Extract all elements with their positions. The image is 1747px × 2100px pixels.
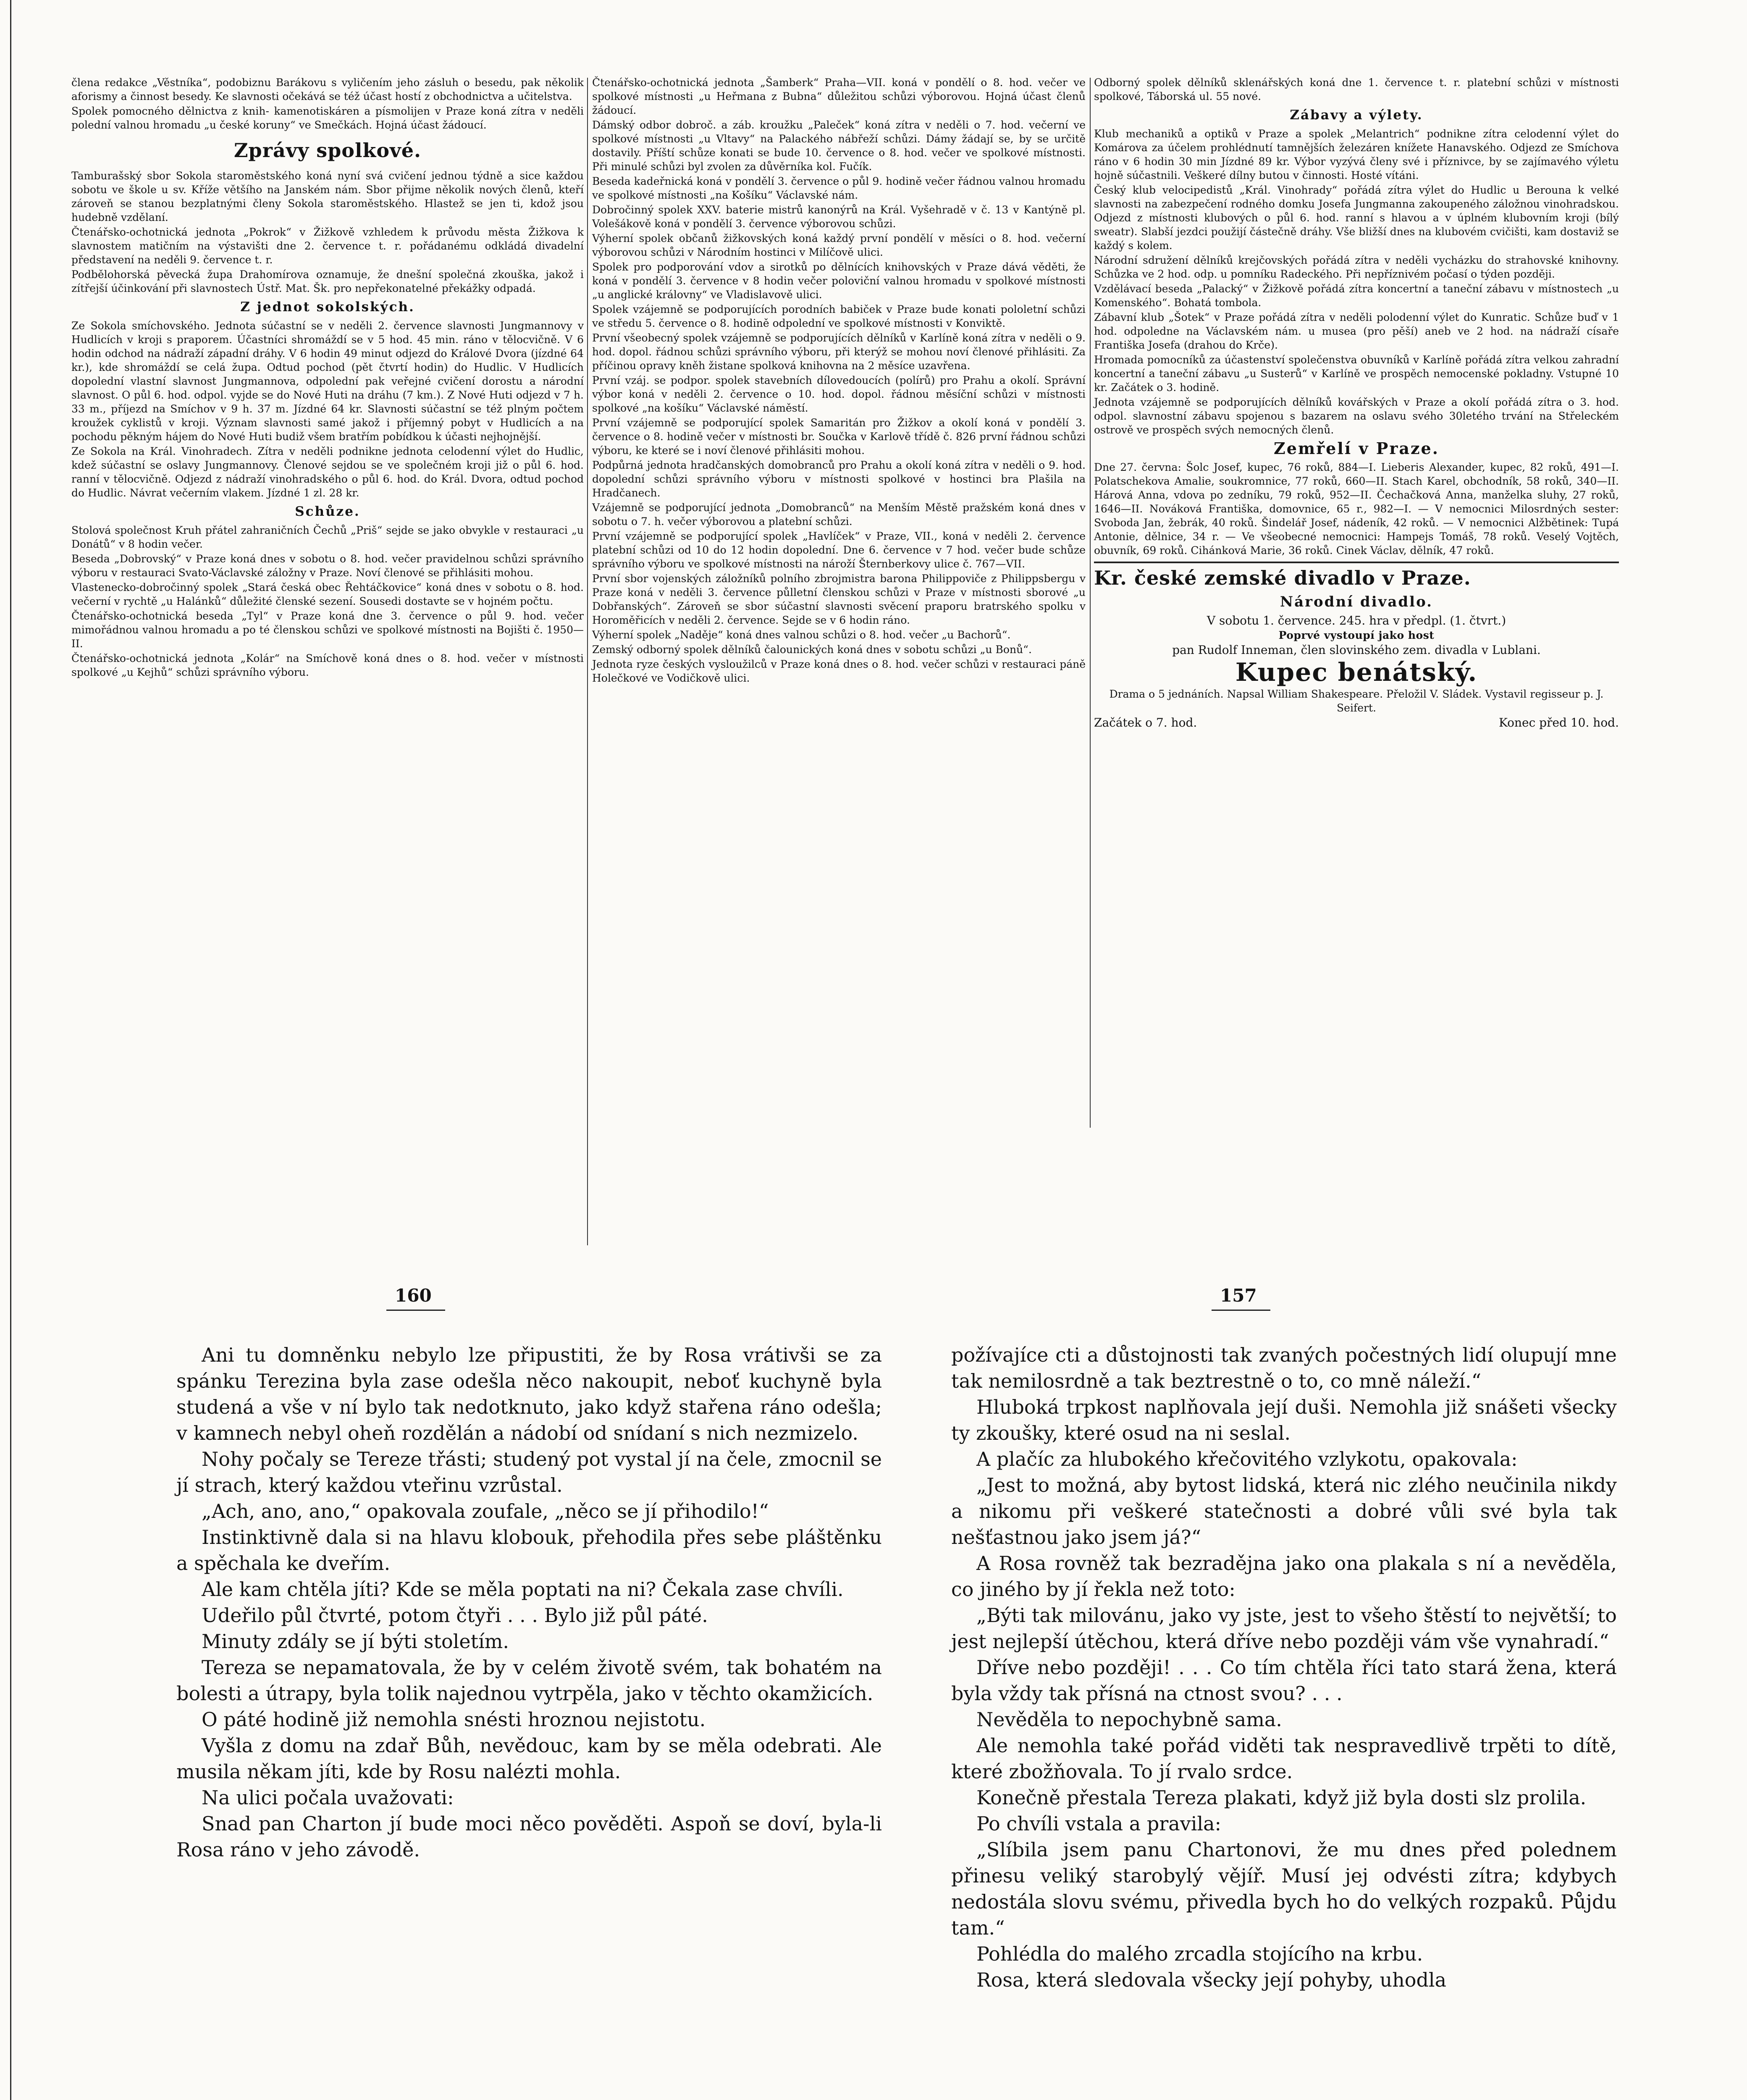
theatre-subheading: Národní divadlo. <box>1280 593 1433 610</box>
page-edge-line <box>10 0 11 2100</box>
story-paragraph: Minuty zdály se jí býti stoletím. <box>202 1630 509 1653</box>
story-paragraph: O páté hodině již nemohla snésti hroznou nejistotu. <box>202 1708 706 1731</box>
story-paragraph: Ale kam chtěla jíti? Kde se měla poptati na ni? Čekala zase chvíli. <box>202 1578 844 1601</box>
play-credits: Drama o 5 jednáních. Napsal William Shakespeare. Přeložil V. Sládek. Vystavil regisseur p. J. Seifert. <box>1109 688 1604 714</box>
story-paragraph: Nevěděla to nepochybně sama. <box>976 1708 1282 1731</box>
paragraph: Jednota vzájemně se podporujících dělníků kovářských v Praze a okolí pořádá zítra o 3. hod. odpol. slavnostní zábavu spojenou s bazarem na oslavu svého 30letého trvání na Střeleckém ostrově ve prospěch svých nemocných členů. <box>1094 396 1619 436</box>
guest-actor: pan Rudolf Inneman, člen slovinského zem. divadla v Lublani. <box>1172 643 1541 657</box>
story-paragraph: „Býti tak milovánu, jako vy jste, jest to všeho štěstí to největší; to jest nejlepší útěchou, která dříve nebo později vám vše vynahradí.“ <box>951 1604 1617 1653</box>
story-paragraph: Hluboká trpkost naplňovala její duši. Nemohla již snášeti všecky ty zkoušky, které osud na ni seslal. <box>951 1396 1617 1444</box>
divider <box>1094 562 1619 563</box>
page-number-rule <box>386 1310 445 1311</box>
paragraph: Beseda kadeřnická koná v pondělí 3. července o půl 9. hodině večer řádnou valnou hromadu ve spolkové místnosti „na Košíku“ Václavské nám. <box>592 175 1086 201</box>
paragraph: Český klub velocipedistů „Král. Vinohrady“ pořádá zítra výlet do Hudlic u Berouna k velké slavnosti na zabezpečení rodného domku Josefa Jungmanna zakoupeného záložnou vinohradskou. Odjezd z místnosti klubových o půl 6. hod. ranní s hlavou a v úplném klubovním kroji (bílý sweatr). Slabší jezdci použijí částečně dráhy. Vše bližší dnes na klubovém cvičišti, kam dostaviž se každý s kolem. <box>1094 184 1619 252</box>
paragraph: Ze Sokola smíchovského. Jednota súčastní se v neděli 2. července slavnosti Jungmannovy v Hudlicích v kroji s praporem. Účastníci shromáždí se v 5 hod. 45 min. ráno v tělocvičně. V 6 hodin odchod na nádraží západní dráhy. V 6 hodin 49 minut odjezd do Králové Dvora (jízdné 64 kr.), kde shromáždí se celá župa. Odtud pochod (pět čtvrtí hodin) do Hudlic. V Hudlicích dopolední vlastní slavnost Jungmannova, odpolední pak veřejné cvičení dorostu a národní slavnost. O půl 6. hod. odpol. vyjde se do Nové Huti na dráhu (7 km.). Z Nové Huti odjezd v 7 h. 33 m., příjezd na Smíchov v 9 h. 37 m. Jízdné 64 kr. Slavnosti súčastní se též plným počtem kroužek cyklistů v kroji. Význam slavnosti samé jakož i příjemný pobyt v Hudlicích a na pochodu pěkným hájem do Nové Huti budiž všem bratřím pobídkou k účasti nejhojnější. <box>71 320 584 443</box>
newspaper-column-2 <box>592 76 1086 686</box>
paragraph: Hromada pomocníků za účastenství společenstva obuvníků v Karlíně pořádá zítra velkou zahradní koncertní a taneční zábavu „u Susterů“ v Karlíně ve prospěch nemocenské pokladny. Vstupné 10 kr. Začátek o 3. hodině. <box>1094 354 1619 394</box>
paragraph: Čtenářsko-ochotnická jednota „Kolár“ na Smíchově koná dnes o 8. hod. večer v místnosti spolkové „u Kejhů“ schůzi správního výboru. <box>71 652 584 678</box>
story-paragraph: Na ulici počala uvažovati: <box>202 1786 454 1809</box>
novel-page-left <box>176 1342 882 1863</box>
story-paragraph: „Slíbila jsem panu Chartonovi, že mu dnes před polednem přinesu veliký starobylý vějíř. Musí jej odvésti zítra; kdybych nedostála slovu svému, přivedla bych ho do velkých rozpaků. Půjdu tam.“ <box>951 1838 1617 1939</box>
paragraph: Výherní spolek občanů žižkovských koná každý první pondělí v měsíci o 8. hod. večerní výborovou schůzi v Národním hostinci v Milíčově ulici. <box>592 232 1086 258</box>
paragraph: Dámský odbor dobroč. a záb. kroužku „Paleček“ koná zítra v neděli o 7. hod. večerní ve spolkové místnosti „u Vltavy“ na Palackého nábřeží schůzi. Dámy žádají se, by se určitě dostavily. Příští schůze konati se bude 10. července o 8. hod. večer ve spolkové místnosti. Při minulé schůzi byl zvolen za důvěrníka kol. Fučík. <box>592 119 1086 173</box>
paragraph: Klub mechaniků a optiků v Praze a spolek „Melantrich“ podnikne zítra celodenní výlet do Komárova za účelem prohlédnutí tamnějších železáren knížete Hanavského. Odjezd ze Smíchova ráno v 6 hodin 30 min Jízdné 89 kr. Výbor vyzývá členy své i příznivce, by se zajímavého výletu hojně súčastnili. Veškeré dílny butou v činnosti. Hosté vítáni. <box>1094 128 1619 181</box>
paragraph: První vzájemně se podporující spolek Samaritán pro Žižkov a okolí koná v pondělí 3. července o 8. hodině večer v místnosti br. Součka v Karlově třídě č. 826 první řádnou schůzi výboru, ke které se i noví členové přihlásiti mohou. <box>592 417 1086 457</box>
paragraph: Vzájemně se podporující jednota „Domobranců“ na Menším Městě pražském koná dnes v sobotu o 7. h. večer výborovou a platební schůzi. <box>592 501 1086 528</box>
paragraph: Zábavní klub „Šotek“ v Praze pořádá zítra v neděli polodenní výlet do Kunratic. Schůze buď v 1 hod. odpoledne na Václavském nám. u musea (pro pěší) aneb ve 2 hod. na nádraží císaře Františka Josefa (drahou do Krče). <box>1094 311 1619 351</box>
paragraph: Vzdělávací beseda „Palacký“ v Žižkově pořádá zítra koncertní a taneční zábavu v místnostech „u Komenského“. Bohatá tombola. <box>1094 283 1619 309</box>
page-number-right: 157 <box>1220 1285 1257 1306</box>
story-paragraph: Tereza se nepamatovala, že by v celém životě svém, tak bohatém na bolesti a útrapy, byla tolik najednou vytrpěla, jako v těchto okamžicích. <box>176 1656 882 1705</box>
paragraph: Čtenářsko-ochotnická jednota „Šamberk“ Praha—VII. koná v pondělí o 8. hod. večer ve spolkové místnosti „u Heřmana z Bubna“ důležitou schůzi výborovou. Hojná účast členů žádoucí. <box>592 76 1086 116</box>
paragraph: Spolek vzájemně se podporujících porodních babiček v Praze bude konati pololetní schůzi ve středu 5. července o 8. hodině odpolední ve spolkové místnosti v Konviktě. <box>592 303 1086 329</box>
debut-note: Poprvé vystoupí jako host <box>1278 629 1435 641</box>
story-paragraph: Po chvíli vstala a pravila: <box>976 1812 1222 1835</box>
story-paragraph: Ale nemohla také pořád viděti tak nespravedlivě trpěti to dítě, které zbožňovala. To jí rvalo srdce. <box>951 1734 1617 1783</box>
column-divider <box>1090 78 1091 1128</box>
paragraph: Ze Sokola na Král. Vinohradech. Zítra v neděli podnikne jednota celodenní výlet do Hudlic, kdež súčastní se oslavy Jungmannovy. Členové sejdou se ve společném kroji již o půl 6. hod. ranní v tělocvičně. Odjezd z nádraží vinohradského o půl 6. hod. do Král. Dvora, odtud pochod do Hudlic. Návrat večerním vlakem. Jízdné 1 zl. 28 kr. <box>71 445 584 499</box>
story-paragraph: A plačíc za hlubokého křečovitého vzlykotu, opakovala: <box>976 1448 1518 1470</box>
performance-date: V sobotu 1. července. 245. hra v předpl. (1. čtvrt.) <box>1207 614 1506 627</box>
paragraph: Výherní spolek „Naděje“ koná dnes valnou schůzi o 8. hod. večer „u Bachorů“. <box>592 629 1011 641</box>
paragraph: Stolová společnost Kruh přátel zahraničních Čechů „Priš“ sejde se jako obvykle v restauraci „u Donátů“ v 8 hodin večer. <box>71 524 584 550</box>
paragraph: Jednota ryze českých vysloužilců v Praze koná dnes o 8. hod. večer schůzi v restauraci páně Holečkové ve Vodičkově ulici. <box>592 658 1086 684</box>
novel-page-right <box>951 1342 1617 1993</box>
paragraph: Zemský odborný spolek dělníků čalounických koná dnes v sobotu schůzi „u Bonů“. <box>592 643 1032 656</box>
column-divider <box>587 78 588 1245</box>
newspaper-column-1 <box>71 76 584 680</box>
paragraph: Čtenářsko-ochotnická beseda „Tyl“ v Praze koná dne 3. července o půl 9. hod. večer mimořádnou valnou hromadu a po té členskou schůzi ve spolkové místnosti na Bojišti č. 1950—II. <box>71 610 584 650</box>
paragraph: Národní sdružení dělníků krejčovských pořádá zítra v neděli vycházku do strahovské knihovny. Schůzka ve 2 hod. odp. u pomníku Radeckého. Při nepříznivém počasí o týden později. <box>1094 254 1619 280</box>
paragraph: Spolek pomocného dělnictva z knih- kamenotiskáren a písmolijen v Praze koná zítra v neděli polední valnou hromadu „u české koruny“ ve Smečkách. Hojná účast žádoucí. <box>71 105 584 131</box>
story-paragraph: A Rosa rovněž tak bezradějna jako ona plakala s ní a nevěděla, co jiného by jí řekla než toto: <box>951 1552 1617 1601</box>
paragraph: Vlastenecko-dobročinný spolek „Stará česká obec Řehtáčkovice“ koná dnes v sobotu o 8. hod. večerní v rychtě „u Halánků“ důležité členské sezení. Sousedi dostavte se v hojném počtu. <box>71 581 584 607</box>
page-number-rule <box>1212 1310 1270 1311</box>
story-paragraph: požívajíce cti a důstojnosti tak zvaných počestných lidí olupují mne tak nemilosrdně a tak beztrestně o to, co mně náleží.“ <box>951 1344 1617 1392</box>
paragraph: První všeobecný spolek vzájemně se podporujících dělníků v Karlíně koná zítra v neděli o 9. hod. dopol. řádnou schůzi správního výboru, při kterýž se mohou noví členové přihlásiti. Za příčinou opravy kněh žistane spolková knihovna na 2 měsíce uzavřena. <box>592 332 1086 372</box>
story-paragraph: „Ach, ano, ano,“ opakovala zoufale, „něco se jí přihodilo!“ <box>202 1500 769 1522</box>
paragraph: Čtenářsko-ochotnická jednota „Pokrok“ v Žižkově vzhledem k průvodu města Žižkova k slavnostem matičním na výstavišti dne 2. července t. r. pořádanému odkládá divadelní představení na neděli 9. července t. r. <box>71 226 584 266</box>
theatre-heading: Kr. české zemské divadlo v Praze. <box>1094 567 1471 589</box>
subsection-heading: Z jednot sokolských. <box>240 299 415 315</box>
story-paragraph: Rosa, která sledovala všecky její pohyby, uhodla <box>976 1969 1447 1991</box>
paragraph: člena redakce „Věstníka“, podobiznu Barákovu s vyličením jeho zásluh o besedu, pak několik aforismy a činnost besedy. Ke slavnosti očekává se též účast hostí z obchodnictva a učitelstva. <box>71 76 584 102</box>
end-time: Konec před 10. hod. <box>1498 716 1619 730</box>
section-heading: Zprávy spolkové. <box>233 139 422 162</box>
subsection-heading: Zábavy a výlety. <box>1290 108 1423 123</box>
paragraph: Spolek pro podporování vdov a sirotků po dělnících knihovských v Praze dává věděti, že koná v pondělí 3. července v 8 hodin večer poloviční valnou hromadu v spolkové místnosti „u anglické královny“ ve Vladislavově ulici. <box>592 261 1086 301</box>
start-time: Začátek o 7. hod. <box>1094 716 1197 730</box>
story-paragraph: Pohlédla do malého zrcadla stojícího na krbu. <box>976 1942 1423 1965</box>
story-paragraph: Konečně přestala Tereza plakati, když již byla dosti slz prolila. <box>976 1786 1587 1809</box>
paragraph: První vzáj. se podpor. spolek stavebních dílovedoucích (polírů) pro Prahu a okolí. Správní výbor koná v neděli 2. července o 10. hod. dopol. řádnou měsíční schůzi v místnosti spolkové „na košíku“ Václavské náměstí. <box>592 374 1086 414</box>
paragraph: Dne 27. června: Šolc Josef, kupec, 76 roků, 884—I. Lieberis Alexander, kupec, 82 roků, 491—I. Polatschekova Amalie, soukromnice, 77 roků, 660—II. Stach Karel, obchodník, 58 roků, 340—II. Hárová Anna, vdova po zedníku, 79 roků, 952—II. Čechačková Anna, manželka sluhy, 27 roků, 1646—II. Nováková Františka, domovnice, 65 r., 982—I. — V nemocnici Milosrdných sester: Svoboda Jan, žebrák, 40 roků. Šindelář Josef, nádeník, 42 roků. — V nemocnici Alžbětinek: Tupá Antonie, dělnice, 34 r. — Ve všeobecné nemocnici: Hampejs Tomáš, 78 roků. Veselý Vojtěch, obuvník, 69 roků. Cihánková Marie, 36 roků. Cinek Václav, dělník, 47 roků. <box>1094 461 1619 556</box>
paragraph: První vzájemně se podporující spolek „Havlíček“ v Praze, VII., koná v neděli 2. července platební schůzi od 10 do 12 hodin dopolední. Dne 6. července v 7 hod. večer bude schůze správního výboru ve spolkové místnosti na nároží Šternberkovy ulice č. 767—VII. <box>592 530 1086 570</box>
paragraph: Podpůrná jednota hradčanských domobranců pro Prahu a okolí koná zítra v neděli o 9. hod. dopolední schůzi správního výboru v místnosti spolkové v hostinci bra Plašila na Hradčanech. <box>592 459 1086 499</box>
story-paragraph: Instinktivně dala si na hlavu klobouk, přehodila přes sebe pláštěnku a spěchala ke dveřím. <box>176 1526 882 1575</box>
story-paragraph: Ani tu domněnku nebylo lze připustiti, že by Rosa vrátivši se za spánku Terezina byla zase odešla něco nakoupit, neboť kuchyně byla studená a vše v ní bylo tak nedotknuto, jako když stařena ráno odešla; v kamnech nebyl oheň rozdělán a nádobí od snídaní s nich nezmizelo. <box>176 1344 882 1444</box>
play-title: Kupec benátský. <box>1235 658 1478 687</box>
performance-times <box>1094 716 1619 730</box>
story-paragraph: Nohy počaly se Tereze třásti; studený pot vystal jí na čele, zmocnil se jí strach, který každou vteřinu vzrůstal. <box>176 1448 882 1496</box>
page-number-left: 160 <box>395 1285 432 1306</box>
paragraph: Podbělohorská pěvecká župa Drahomírova oznamuje, že dnešní společná zkouška, jakož i zítřejší účinkování při slavnostech Ústř. Mat. Šk. pro nepřekonatelné překážky odpadá. <box>71 268 584 294</box>
story-paragraph: Snad pan Charton jí bude moci něco pověděti. Aspoň se doví, byla-li Rosa ráno v jeho závodě. <box>176 1812 882 1861</box>
story-paragraph: Dříve nebo později! . . . Co tím chtěla říci tato stará žena, která byla vždy tak přísná na ctnost svou? . . . <box>951 1656 1617 1705</box>
paragraph: Odborný spolek dělníků sklenářských koná dne 1. července t. r. platební schůzi v místnosti spolkové, Táborská ul. 55 nové. <box>1094 76 1619 102</box>
paragraph: Tamburašský sbor Sokola staroměstského koná nyní svá cvičení jednou týdně a sice každou sobotu ve škole u sv. Kříže většího na Janském nám. Sbor přijme několik nových členů, kteří zároveň se stanou bezplatnými členy Sokola staroměstského. Hlastež se jen ti, kdož jsou hudebně vzdělaní. <box>71 170 584 223</box>
paragraph: Beseda „Dobrovský“ v Praze koná dnes v sobotu o 8. hod. večer pravidelnou schůzi správního výboru v restauraci Svato-Václavské záložny v Praze. Noví členové se přihlásiti mohou. <box>71 553 584 579</box>
subsection-heading: Zemřelí v Praze. <box>1274 439 1439 458</box>
newspaper-column-3 <box>1094 76 1619 730</box>
story-paragraph: Udeřilo půl čtvrté, potom čtyři . . . Bylo již půl páté. <box>202 1604 708 1627</box>
paragraph: První sbor vojenských záložníků polního zbrojmistra barona Philippoviče z Philippsbergu v Praze koná v neděli 3. července půlletní členskou schůzi v Praze v místnosti sborové „u Dobřanských“. Zároveň se sbor súčastní slavnosti svěcení praporu bratrského spolku v Horoměřicích v neděli 2. července. Sejde se v 6 hodin ráno. <box>592 572 1086 626</box>
subsection-heading: Schůze. <box>295 504 360 519</box>
story-paragraph: Vyšla z domu na zdař Bůh, nevědouc, kam by se měla odebrati. Ale musila někam jíti, kde by Rosu nalézti mohla. <box>176 1734 882 1783</box>
story-paragraph: „Jest to možná, aby bytost lidská, která nic zlého neučinila nikdy a nikomu při veškeré statečnosti a dobré vůli své byla tak nešťastnou jako jsem já?“ <box>951 1474 1617 1549</box>
paragraph: Dobročinný spolek XXV. baterie mistrů kanonýrů na Král. Vyšehradě v č. 13 v Kantýně pl. Volešákově koná v pondělí 3. července výborovou schůzi. <box>592 204 1086 230</box>
